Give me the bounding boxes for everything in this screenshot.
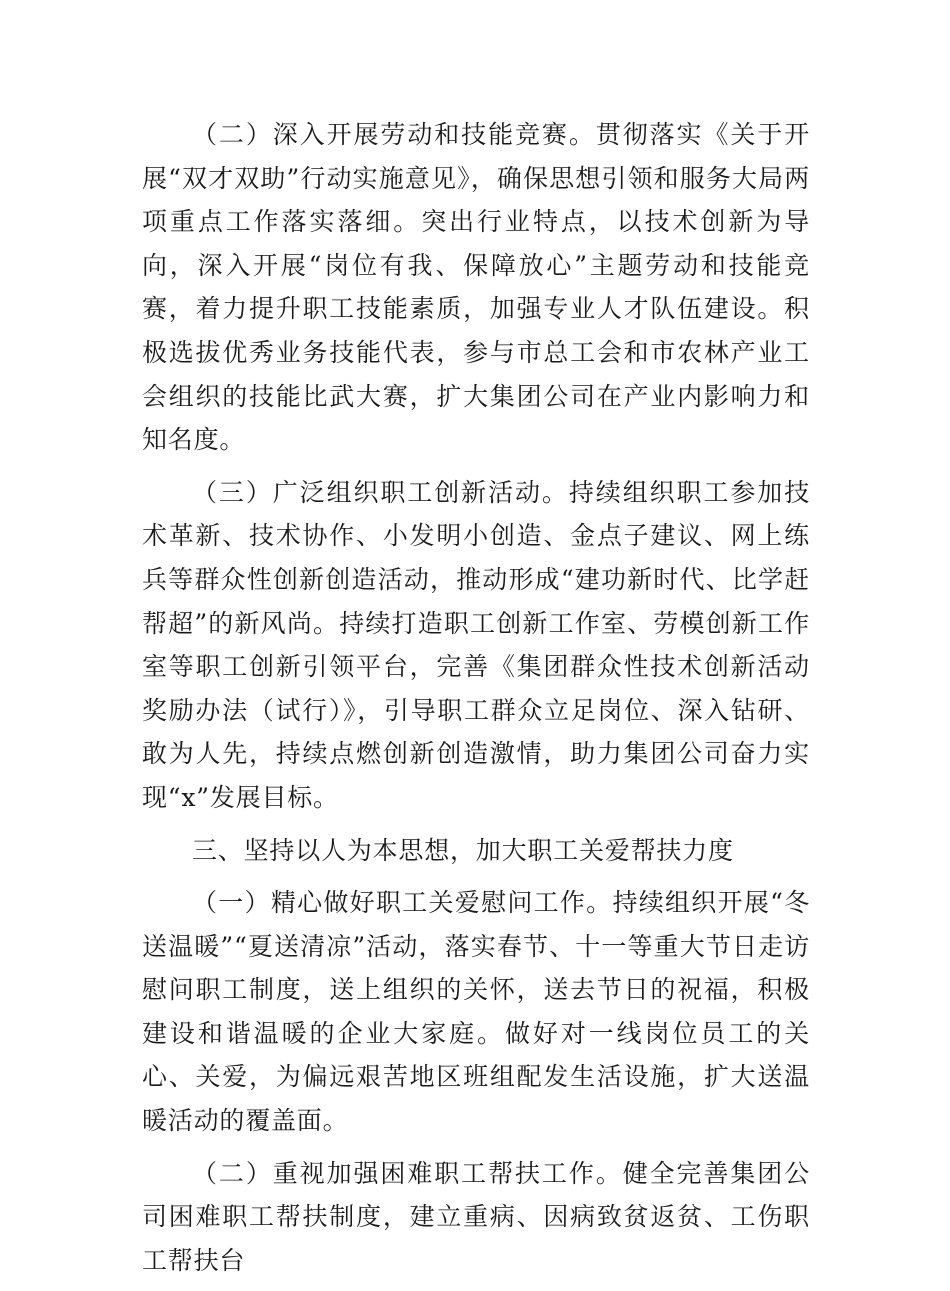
paragraph-hardship-assistance: （二）重视加强困难职工帮扶工作。健全完善集团公司困难职工帮扶制度，建立重病、因病致贫返贫、工伤职工帮扶台 <box>142 1158 810 1275</box>
document-body <box>142 113 810 1291</box>
paragraph-care-visits: （一）精心做好职工关爱慰问工作。持续组织开展“冬送温暖”“夏送清凉”活动，落实春节、十一等重大节日走访慰问职工制度，送上组织的关怀，送去节日的祝福，积极建设和谐温暖的企业大家庭。做好对一线岗位员工的关心、关爱，为偏远艰苦地区班组配发生活设施，扩大送温暖活动的覆盖面。 <box>142 888 810 1136</box>
paragraph-labor-skill-competition: （二）深入开展劳动和技能竞赛。贯彻落实《关于开展“双才双助”行动实施意见》，确保思想引领和服务大局两项重点工作落实落细。突出行业特点，以技术创新为导向，深入开展“岗位有我、保障放心”主题劳动和技能竞赛，着力提升职工技能素质，加强专业人才队伍建设。积极选拔优秀业务技能代表，参与市总工会和市农林产业工会组织的技能比武大赛，扩大集团公司在产业内影响力和知名度。 <box>142 120 810 455</box>
section-heading-employee-care: 三、坚持以人为本思想，加大职工关爱帮扶力度 <box>192 835 734 865</box>
paragraph-employee-innovation: （三）广泛组织职工创新活动。持续组织职工参加技术革新、技术协作、小发明小创造、金点子建议、网上练兵等群众性创新创造活动，推动形成“建功新时代、比学赶帮超”的新风尚。持续打造职工创新工作室、劳模创新工作室等职工创新引领平台，完善《集团群众性技术创新活动奖励办法（试行）》，引导职工群众立足岗位、深入钻研、敢为人先，持续点燃创新创造激情，助力集团公司奋力实现“x”发展目标。 <box>142 477 810 812</box>
